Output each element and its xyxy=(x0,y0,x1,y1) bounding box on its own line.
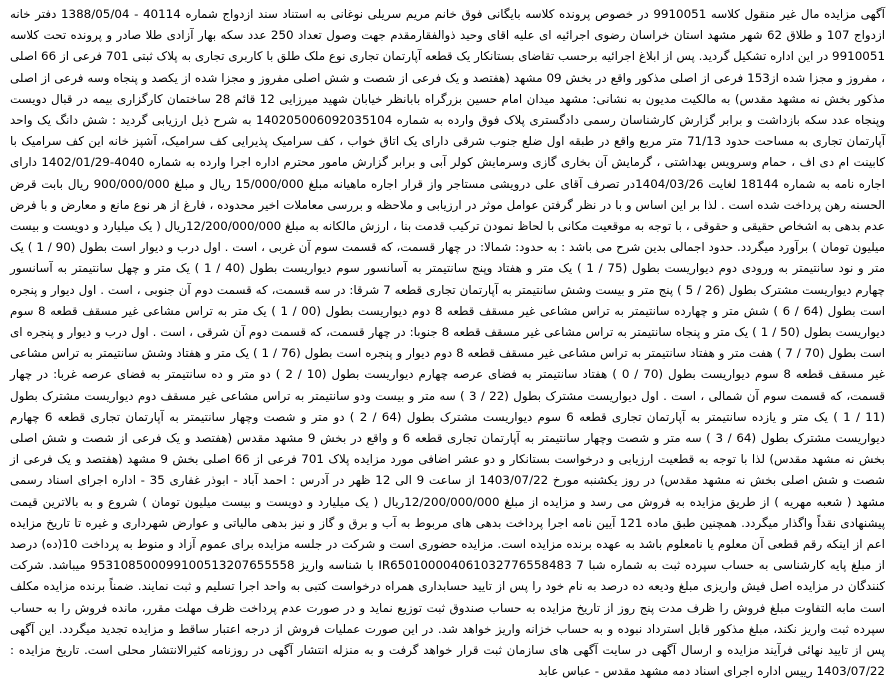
notice-text: آگهی مزایده مال غیر منقول کلاسه 9910051 در خصوص پرونده کلاسه بایگانی فوق خانم مریم سریلی نوغانی به استناد سند ازدواج شماره 40114 - 1388/05/04 دفتر خانه ازدواج 107 و طلاق 62 شهر مشهد استان خراسان رضوی اجرائیه ای علیه اقای وحید ذوالفقارمقدم جهت وصول تعداد 250 عدد سکه بهار آزادی طلا صادر و پرونده تحت کلاسه 9910051 در این اداره تشکیل گردید. پس از ابلاغ اجرائیه برحسب تقاضای بستانکار یک قطعه آپارتمان تجاری نوع ملک طلق با کاربری تجاری به پلاک ثبتی 701 فرعی از 66 اصلی ، مفروز و مجزا شده از153 فرعی از اصلی مذکور واقع در بخش 09 مشهد (هفتصد و یک فرعی از شصت و شش اصلی مفروز و مجزا شده از یکصد و پنجاه وسه فرعی از اصلی مذکور بخش نه مشهد مقدس) به مالکیت مدیون به نشانی: مشهد میدان امام حسین بزرگراه بابانظر خیابان شهید میرزایی 12 قائم 28 ساختمان کارگزاری بیمه در قبال دویست وپنجاه عدد سکه بازداشت و برابر گزارش کارشناسان رسمی دادگستری پلاک فوق وارده به شماره 140205006092035104 به شرح ذیل ارزیابی گردید : شش دانگ یک واحد آپارتمان تجاری به مساحت حدود 71/13 متر مربع واقع در طبقه اول ضلع جنوب شرقی دارای یک اتاق خواب ، کف سرامیک پذیرایی کف سرامیک، آشپز خانه این کف سرامیک با کابینت ام دی اف ، حمام وسرویس بهداشتی ، گرمایش آن بخاری گازی وسرمایش کولر آبی و برابر گزارش مامور محترم اداره اجرا وارده به شماره 4040-1402/01/29 دارای اجاره نامه به شماره 18144 لغایت 1404/03/26در تصرف آقای علی درویشی مستاجر واز قرار اجاره ماهیانه مبلغ 15/000/000 ریال و مبلغ 900/000/000 ریال بابت قرض الحسنه رهن پرداخت شده است . لذا بر این اساس و با در نظر گرفتن عوامل موثر در ارزیابی و ملاحظه و بررسی معاملات اخیر محدوده ، فارغ از هر نوع مانع و معارض و با فرض عدم بدهی به اشخاص حقیقی و حقوقی ، با توجه به موقعیت مکانی با لحاظ نمودن ترکیب قدمت بنا ، ارزش مالکانه به مبلغ 12/200/000/000ریال ( یک میلیارد و دویست و بیست میلیون تومان ) برآورد میگردد. حدود اجمالی بدین شرح می باشد : به حدود: شمالا: در چهار قسمت، که قسمت سوم آن غربی ، است . اول درب و دیوار است بطول (90 / 1 ) یک متر و نود سانتیمتر به ورودی دوم دیواریست بطول (75 / 1 ) یک متر و هفتاد وپنج سانتیمتر به آسانسور سوم دیواریست بطول (40 / 1 ) یک متر و چهل سانتیمتر به آسانسور چهارم دیواریست مشترک بطول (26 / 5 ) پنج متر و بیست وشش سانتیمتر به آپارتمان تجاری قطعه 7 شرقا: در سه قسمت، که قسمت دوم آن جنوبی ، است . اول دیوار و پنجره است بطول (64 / 6 ) شش متر و چهارده سانتیمتر به تراس مشاعی غیر مسقف قطعه 8 دوم دیواریست بطول (00 / 1 ) یک متر به تراس مشاعی غیر مسقف قطعه 8 سوم دیواریست بطول (50 / 1 ) یک متر و پنجاه سانتیمتر به تراس مشاعی غیر مسقف قطعه 8 جنوبا: در چهار قسمت، که قسمت دوم آن شرقی ، است . اول درب و دیوار و پنجره ای است بطول (70 / 7 ) هفت متر و هفتاد سانتیمتر به تراس مشاعی غیر مسقف قطعه 8 دوم دیوار و پنجره است بطول (76 / 1 ) یک متر و هفتاد وشش سانتیمتر به تراس مشاعی غیر مسقف قطعه 8 سوم دیواریست بطول (70 / 0 ) هفتاد سانتیمتر به فضای عرصه چهارم دیواریست بطول (10 / 2 ) دو متر و ده سانتیمتر به فضای عرصه غربا: در چهار قسمت، که قسمت سوم آن شمالی ، است . اول دیواریست مشترک بطول (22 / 3 ) سه متر و بیست ودو سانتیمتر به تراس مشاعی غیر مسقف دوم دیواریست مشترک بطول (11 / 1 ) یک متر و یازده سانتیمتر به آپارتمان تجاری قطعه 6 سوم دیواریست مشترک بطول (64 / 2 ) دو متر و شصت وچهار سانتیمتر به آپارتمان تجاری قطعه 6 چهارم دیواریست مشترک بطول (64 / 3 ) سه متر و شصت وچهار سانتیمتر به آپارتمان تجاری قطعه 6 و واقع در بخش 9 مشهد مقدس (هفتصد و یک فرعی از شصت و شش اصلی بخش نه مشهد مقدس) لذا با توجه به قطعیت ارزیابی و درخواست بستانکار و دو عشر اضافی مورد مزایده پلاک 701 فرعی از 66 اصلی بخش 9 مشهد (هفتصد و یک فرعی از شصت و شش اصلی بخش نه مشهد مقدس) در روز یکشنبه مورخ 1403/07/22 از ساعت 9 الی 12 ظهر در آدرس : احمد آباد - ابوذر غفاری 35 - اداره اجرای اسناد رسمی مشهد ( شعبه مهریه ) از طریق مزایده به فروش می رسد و مزایده از مبلغ 12/200/000/000ریال ( یک میلیارد و دویست و بیست میلیون تومان ) شروع و به بالاترین قیمت پیشنهادی نقداً واگذار میگردد. همچنین طبق ماده 121 آیین نامه اجرا پرداخت بدهی های مربوط به آب و برق و گاز و نیز بدهی مالیاتی و عوارض شهرداری و غیره تا تاریخ مزایده اعم از اینکه رقم قطعی آن معلوم یا نامعلوم باشد به عهده برنده مزایده است. مزایده حضوری است و شرکت در جلسه مزایده برای عموم آزاد و منوط به پرداخت 10(ده) درصد از مبلغ پایه کارشناسی به حساب سپرده ثبت به شماره شبا IR650100004061032776558483 7 با شناسه واریز 953108500099100513207655558 میباشد. شرکت کنندگان در مزایده اصل فیش واریزی مبلغ ودیعه ده درصد به نام خود را پس از تایید حسابداری همراه درخواست کتبی به واحد اجرا تسلیم و ثبت نمایند. ضمناً برنده مزایده مکلف است مابه التفاوت مبلغ فروش را ظرف مدت پنج روز از تاریخ مزایده به حساب صندوق ثبت توزیع نماید و در صورت عدم پرداخت ظرف مهلت مقرر، مانده فروش را به حساب سپرده ثبت واریز نکند، مبلغ مذکور قابل استرداد نبوده و به حساب خزانه واریز خواهد شد. در این صورت عملیات فروش از درجه اعتبار ساقط و مزایده تجدید میگردد. این آگهی پس از تایید نهائی فرآیند مزایده و ارسال آگهی در سایت آگهی های سازمان ثبت قرار خواهد گرفت و به منزله انتشار آگهی در روزنامه کثیرالانتشار محلی است. تاریخ مزایده : 1403/07/22 رییس اداره اجرای اسناد دمه مشهد مقدس - عباس عابد xyxy=(10,7,886,679)
